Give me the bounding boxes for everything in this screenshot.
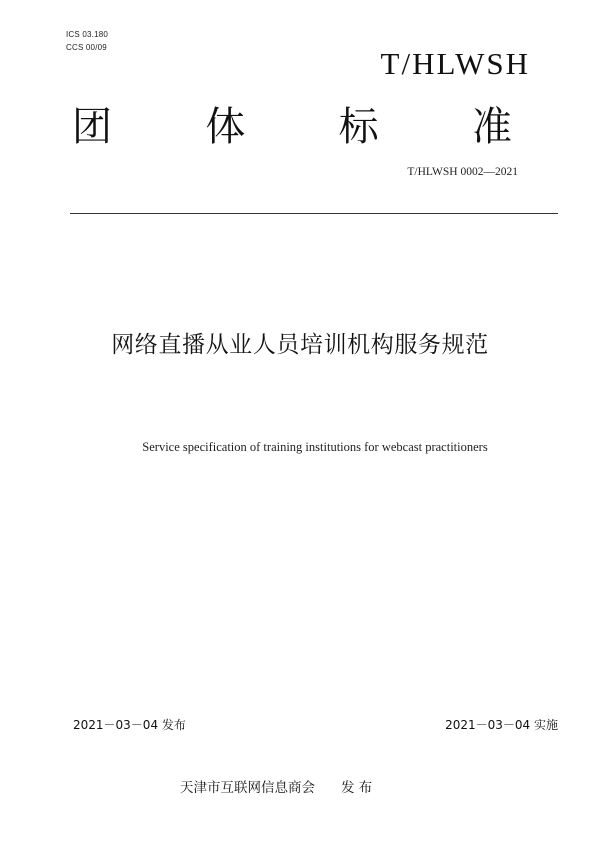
publish-date: 2021－03－04 发布 xyxy=(73,718,186,732)
header-divider xyxy=(70,213,558,214)
standard-type-char: 体 xyxy=(205,104,246,150)
document-number: T/HLWSH 0002—2021 xyxy=(407,166,518,178)
standard-type-char: 团 xyxy=(72,104,112,150)
document-title-english: Service specification of training institutions for webcast practitioners xyxy=(142,440,488,454)
ccs-code: CCS 00/09 xyxy=(66,43,107,52)
standard-type-heading xyxy=(72,95,512,152)
issuer-action: 发 布 xyxy=(341,780,373,796)
document-title-chinese: 网络直播从业人员培训机构服务规范 xyxy=(111,332,489,358)
standard-type-char: 标 xyxy=(338,104,379,150)
standard-code: T/HLWSH xyxy=(380,46,530,81)
standard-type-char: 准 xyxy=(471,104,512,150)
issuer-organization: 天津市互联网信息商会 xyxy=(180,780,315,796)
ics-code: ICS 03.180 xyxy=(66,30,109,39)
implement-date: 2021－03－04 实施 xyxy=(445,718,558,732)
issuer-line xyxy=(180,776,372,796)
